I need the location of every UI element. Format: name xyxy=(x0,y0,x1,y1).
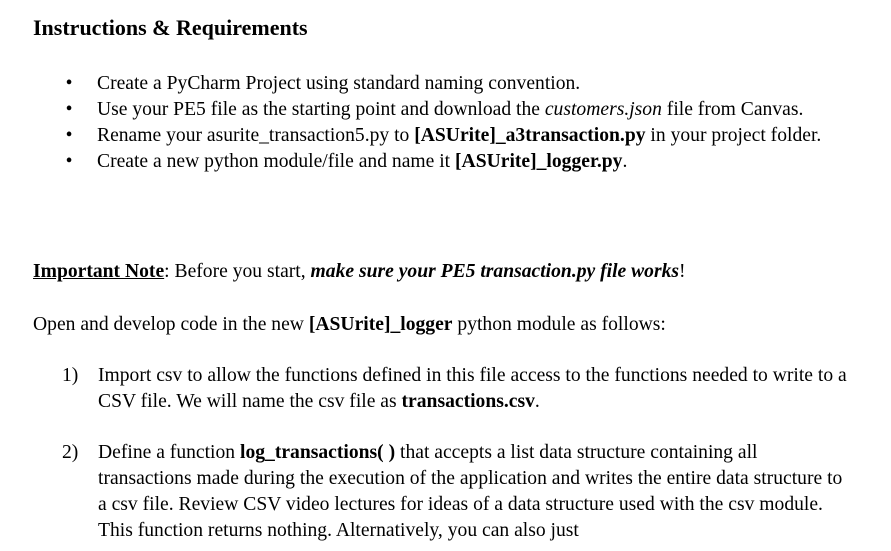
step-text: Import csv to allow the functions defined in this file access to the functions needed to write to a CSV file. We will name the csv file as xyxy=(98,365,847,412)
requirement-item xyxy=(62,97,862,123)
note-text: ! xyxy=(679,261,686,282)
requirement-item xyxy=(62,123,862,149)
step-number: 2) xyxy=(62,442,79,463)
requirement-text: . xyxy=(622,151,628,172)
intro-text: python module as follows: xyxy=(452,314,666,335)
file-name: customers.json xyxy=(544,99,662,120)
requirement-text: Create a PyCharm Project using standard naming convention. xyxy=(97,73,581,94)
note-emphasis: make sure your PE5 transaction.py file works xyxy=(310,261,680,282)
requirement-item xyxy=(62,71,862,97)
file-name: [ASUrite]_logger.py xyxy=(455,151,623,172)
step-text: . xyxy=(534,391,540,412)
step-item xyxy=(62,440,852,544)
requirement-text: in your project folder. xyxy=(645,125,822,146)
module-name: [ASUrite]_logger xyxy=(308,314,453,335)
step-item xyxy=(62,363,852,415)
csv-file-name: transactions.csv xyxy=(401,391,535,412)
important-note xyxy=(33,259,686,285)
requirement-item xyxy=(62,149,862,175)
file-name: [ASUrite]_a3transaction.py xyxy=(414,125,646,146)
requirement-text: Rename your asurite_transaction5.py to xyxy=(97,125,415,146)
step-text: that accepts a list data structure containing all transactions made during the execution of the application and writes the entire data structure to a csv file. Review CSV video lectures for ideas of a data structure used with the csv module. This function returns nothing. Alternatively, you can also just xyxy=(98,442,843,541)
note-text: : Before you start, xyxy=(164,261,311,282)
bullet-marker: • xyxy=(65,125,73,146)
step-text: Define a function xyxy=(98,442,240,463)
step-number: 1) xyxy=(62,365,79,386)
section-heading: Instructions & Requirements xyxy=(33,15,308,40)
bullet-marker: • xyxy=(65,99,73,120)
bullet-marker: • xyxy=(65,151,73,172)
intro-paragraph xyxy=(33,312,666,338)
requirement-text: file from Canvas. xyxy=(661,99,804,120)
intro-text: Open and develop code in the new xyxy=(33,314,309,335)
requirements-list xyxy=(62,71,862,175)
function-name: log_transactions( ) xyxy=(240,442,396,463)
steps-list xyxy=(62,440,852,544)
note-label: Important Note xyxy=(33,261,165,282)
bullet-marker: • xyxy=(65,73,73,94)
requirement-text: Use your PE5 file as the starting point and download the xyxy=(97,99,545,120)
requirement-text: Create a new python module/file and name it xyxy=(97,151,456,172)
steps-list xyxy=(62,363,852,415)
